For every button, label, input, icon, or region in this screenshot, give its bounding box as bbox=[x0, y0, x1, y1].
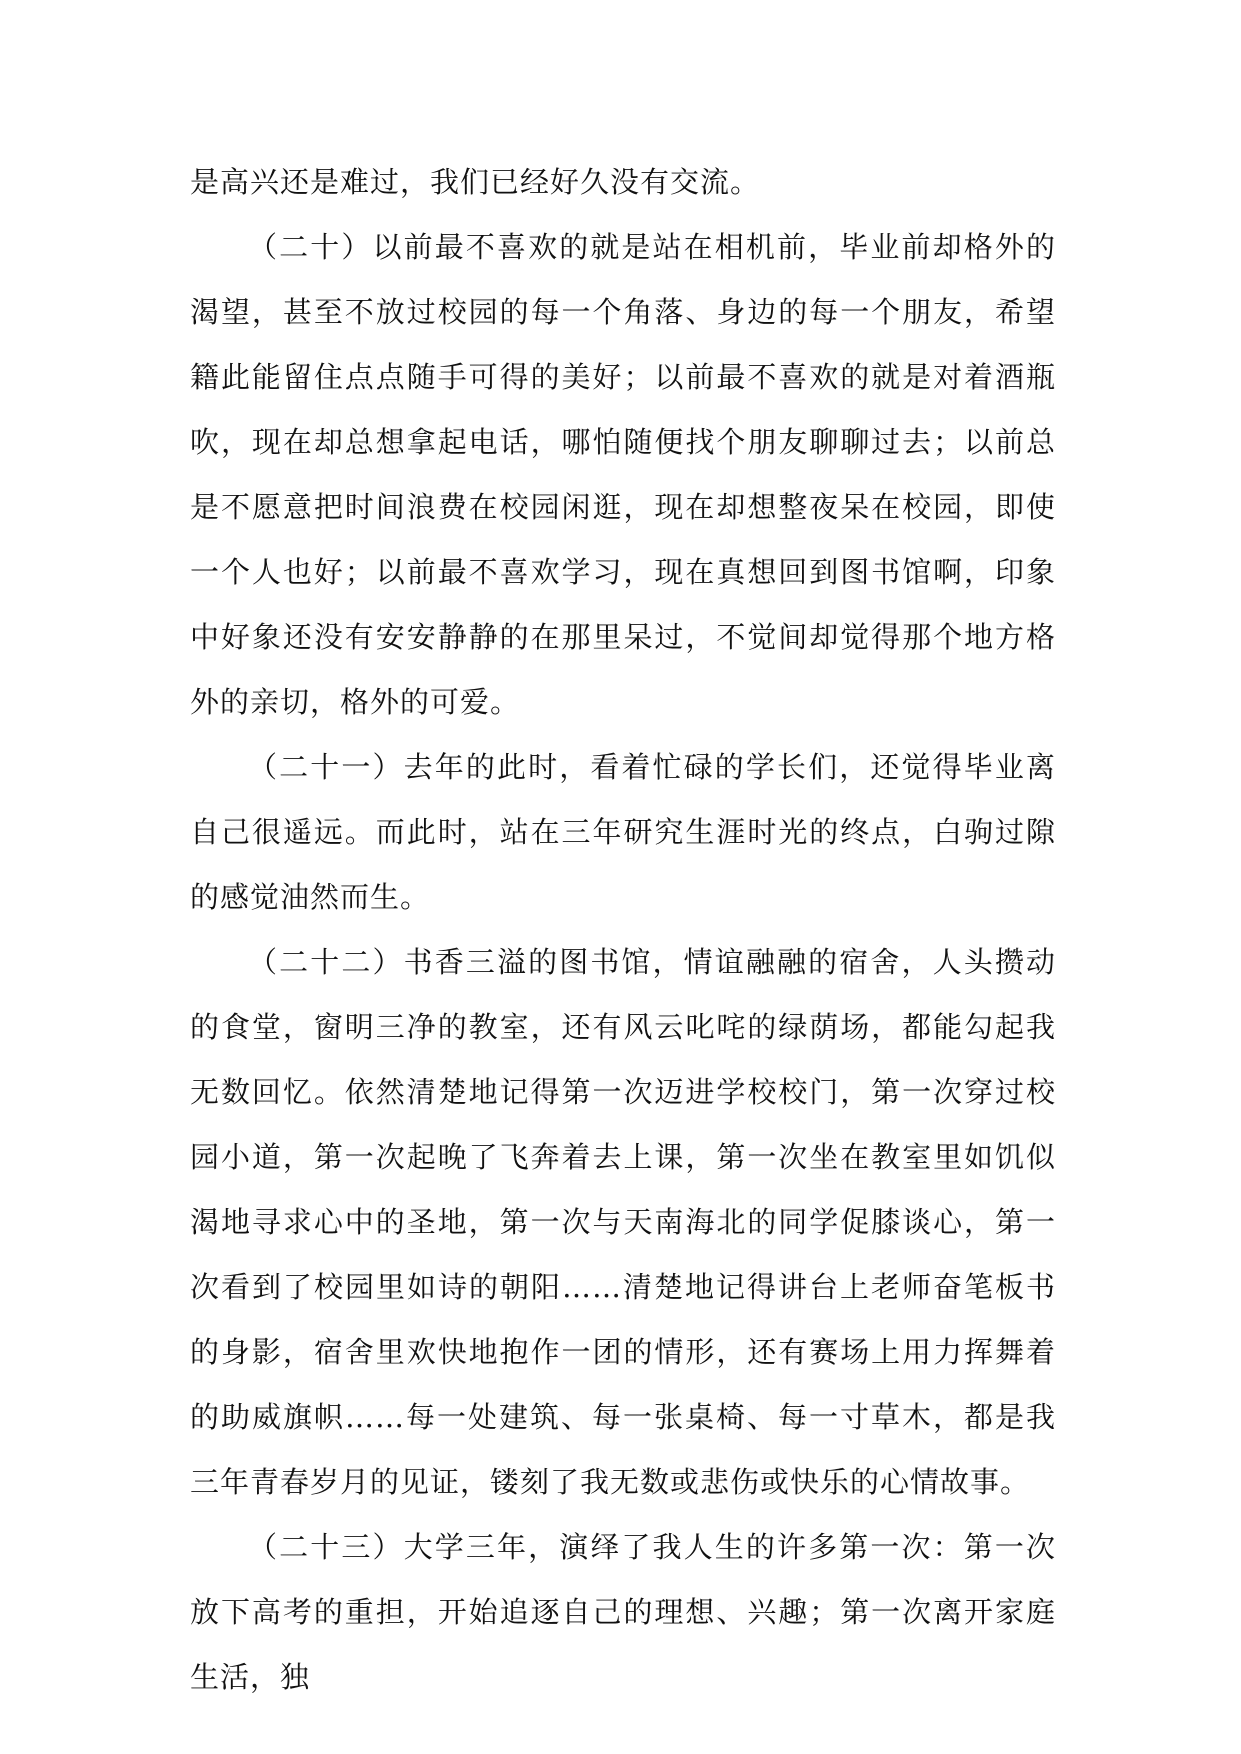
paragraph-twenty-one: （二十一）去年的此时，看着忙碌的学长们，还觉得毕业离自己很遥远。而此时，站在三年研究生涯时光的终点，白驹过隙的感觉油然而生。 bbox=[190, 750, 1056, 914]
paragraph-twenty-two: （二十二）书香三溢的图书馆，情谊融融的宿舍，人头攒动的食堂，窗明三净的教室，还有风云叱咤的绿荫场，都能勾起我无数回忆。依然清楚地记得第一次迈进学校校门，第一次穿过校园小道，第一次起晚了飞奔着去上课，第一次坐在教室里如饥似渴地寻求心中的圣地，第一次与天南海北的同学促膝谈心，第一次看到了校园里如诗的朝阳……清楚地记得讲台上老师奋笔板书的身影，宿舍里欢快地抱作一团的情形，还有赛场上用力挥舞着的助威旗帜……每一处建筑、每一张桌椅、每一寸草木，都是我三年青春岁月的见证，镂刻了我无数或悲伤或快乐的心情故事。 bbox=[190, 945, 1056, 1499]
paragraph-continued: 是高兴还是难过，我们已经好久没有交流。 bbox=[190, 165, 761, 199]
document-body bbox=[190, 150, 1056, 1710]
paragraph-twenty-three: （二十三）大学三年，演绎了我人生的许多第一次：第一次放下高考的重担，开始追逐自己的理想、兴趣；第一次离开家庭生活，独 bbox=[190, 1530, 1056, 1694]
paragraph-twenty: （二十）以前最不喜欢的就是站在相机前，毕业前却格外的渴望，甚至不放过校园的每一个角落、身边的每一个朋友，希望籍此能留住点点随手可得的美好；以前最不喜欢的就是对着酒瓶吹，现在却总想拿起电话，哪怕随便找个朋友聊聊过去；以前总是不愿意把时间浪费在校园闲逛，现在却想整夜呆在校园，即使一个人也好；以前最不喜欢学习，现在真想回到图书馆啊，印象中好象还没有安安静静的在那里呆过，不觉间却觉得那个地方格外的亲切，格外的可爱。 bbox=[190, 230, 1056, 719]
